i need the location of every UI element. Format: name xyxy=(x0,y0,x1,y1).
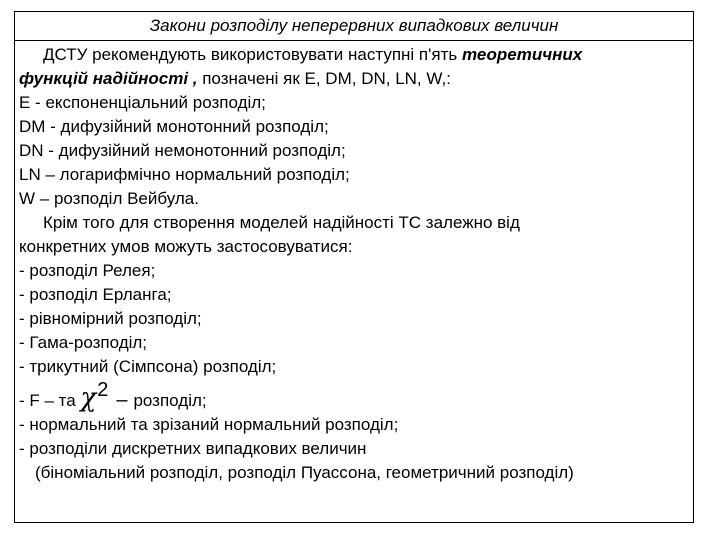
list-item: - трикутний (Сімпсона) розподіл; xyxy=(19,357,277,376)
list-item: - розподіли дискретних випадкових величин xyxy=(19,439,367,458)
chi-suffix: розподіл; xyxy=(133,391,207,410)
footnote-line: (біноміальний розподіл, розподіл Пуассона, геометричний розподіл) xyxy=(35,463,574,482)
distribution-item: LN – логарифмічно нормальний розподіл; xyxy=(19,165,350,184)
list-item: - нормальний та зрізаний нормальний розподіл; xyxy=(19,415,399,434)
list-item: - рівномірний розподіл; xyxy=(19,309,202,328)
slide-frame xyxy=(14,11,694,523)
chi-prefix: - F – та xyxy=(19,391,81,410)
slide-title: Закони розподілу неперервних випадкових величин xyxy=(15,12,693,41)
distribution-item: DM - дифузійний монотонний розподіл; xyxy=(19,117,329,136)
list-item-chi-square xyxy=(19,379,691,413)
additional-line-1: Крім того для створення моделей надійності ТС залежно від xyxy=(43,213,520,232)
list-item: - Гама-розподіл; xyxy=(19,333,148,352)
distribution-item: DN - дифузійний немонотонний розподіл; xyxy=(19,141,346,160)
distribution-item: W – розподіл Вейбула. xyxy=(19,189,199,208)
chi-symbol: χ xyxy=(80,383,97,413)
distribution-item: Е - експоненціальний розподіл; xyxy=(19,93,266,112)
list-item: - розподіл Ерланга; xyxy=(19,285,172,304)
intro-line-1 xyxy=(19,43,691,67)
intro-text: позначені як Е, DM, DN, LN, W,: xyxy=(197,69,451,88)
additional-line-2: конкретних умов можуть застосовуватися: xyxy=(19,237,353,256)
chi-superscript: 2 xyxy=(97,379,109,401)
intro-line-2 xyxy=(19,67,691,91)
intro-emphasis: функцій надійності , xyxy=(19,69,198,88)
chi-dash: – xyxy=(116,389,128,411)
intro-text: ДСТУ рекомендують використовувати наступні п'ять xyxy=(43,45,462,64)
slide-content xyxy=(19,43,691,485)
list-item: - розподіл Релея; xyxy=(19,261,156,280)
intro-emphasis: теоретичних xyxy=(461,45,583,64)
